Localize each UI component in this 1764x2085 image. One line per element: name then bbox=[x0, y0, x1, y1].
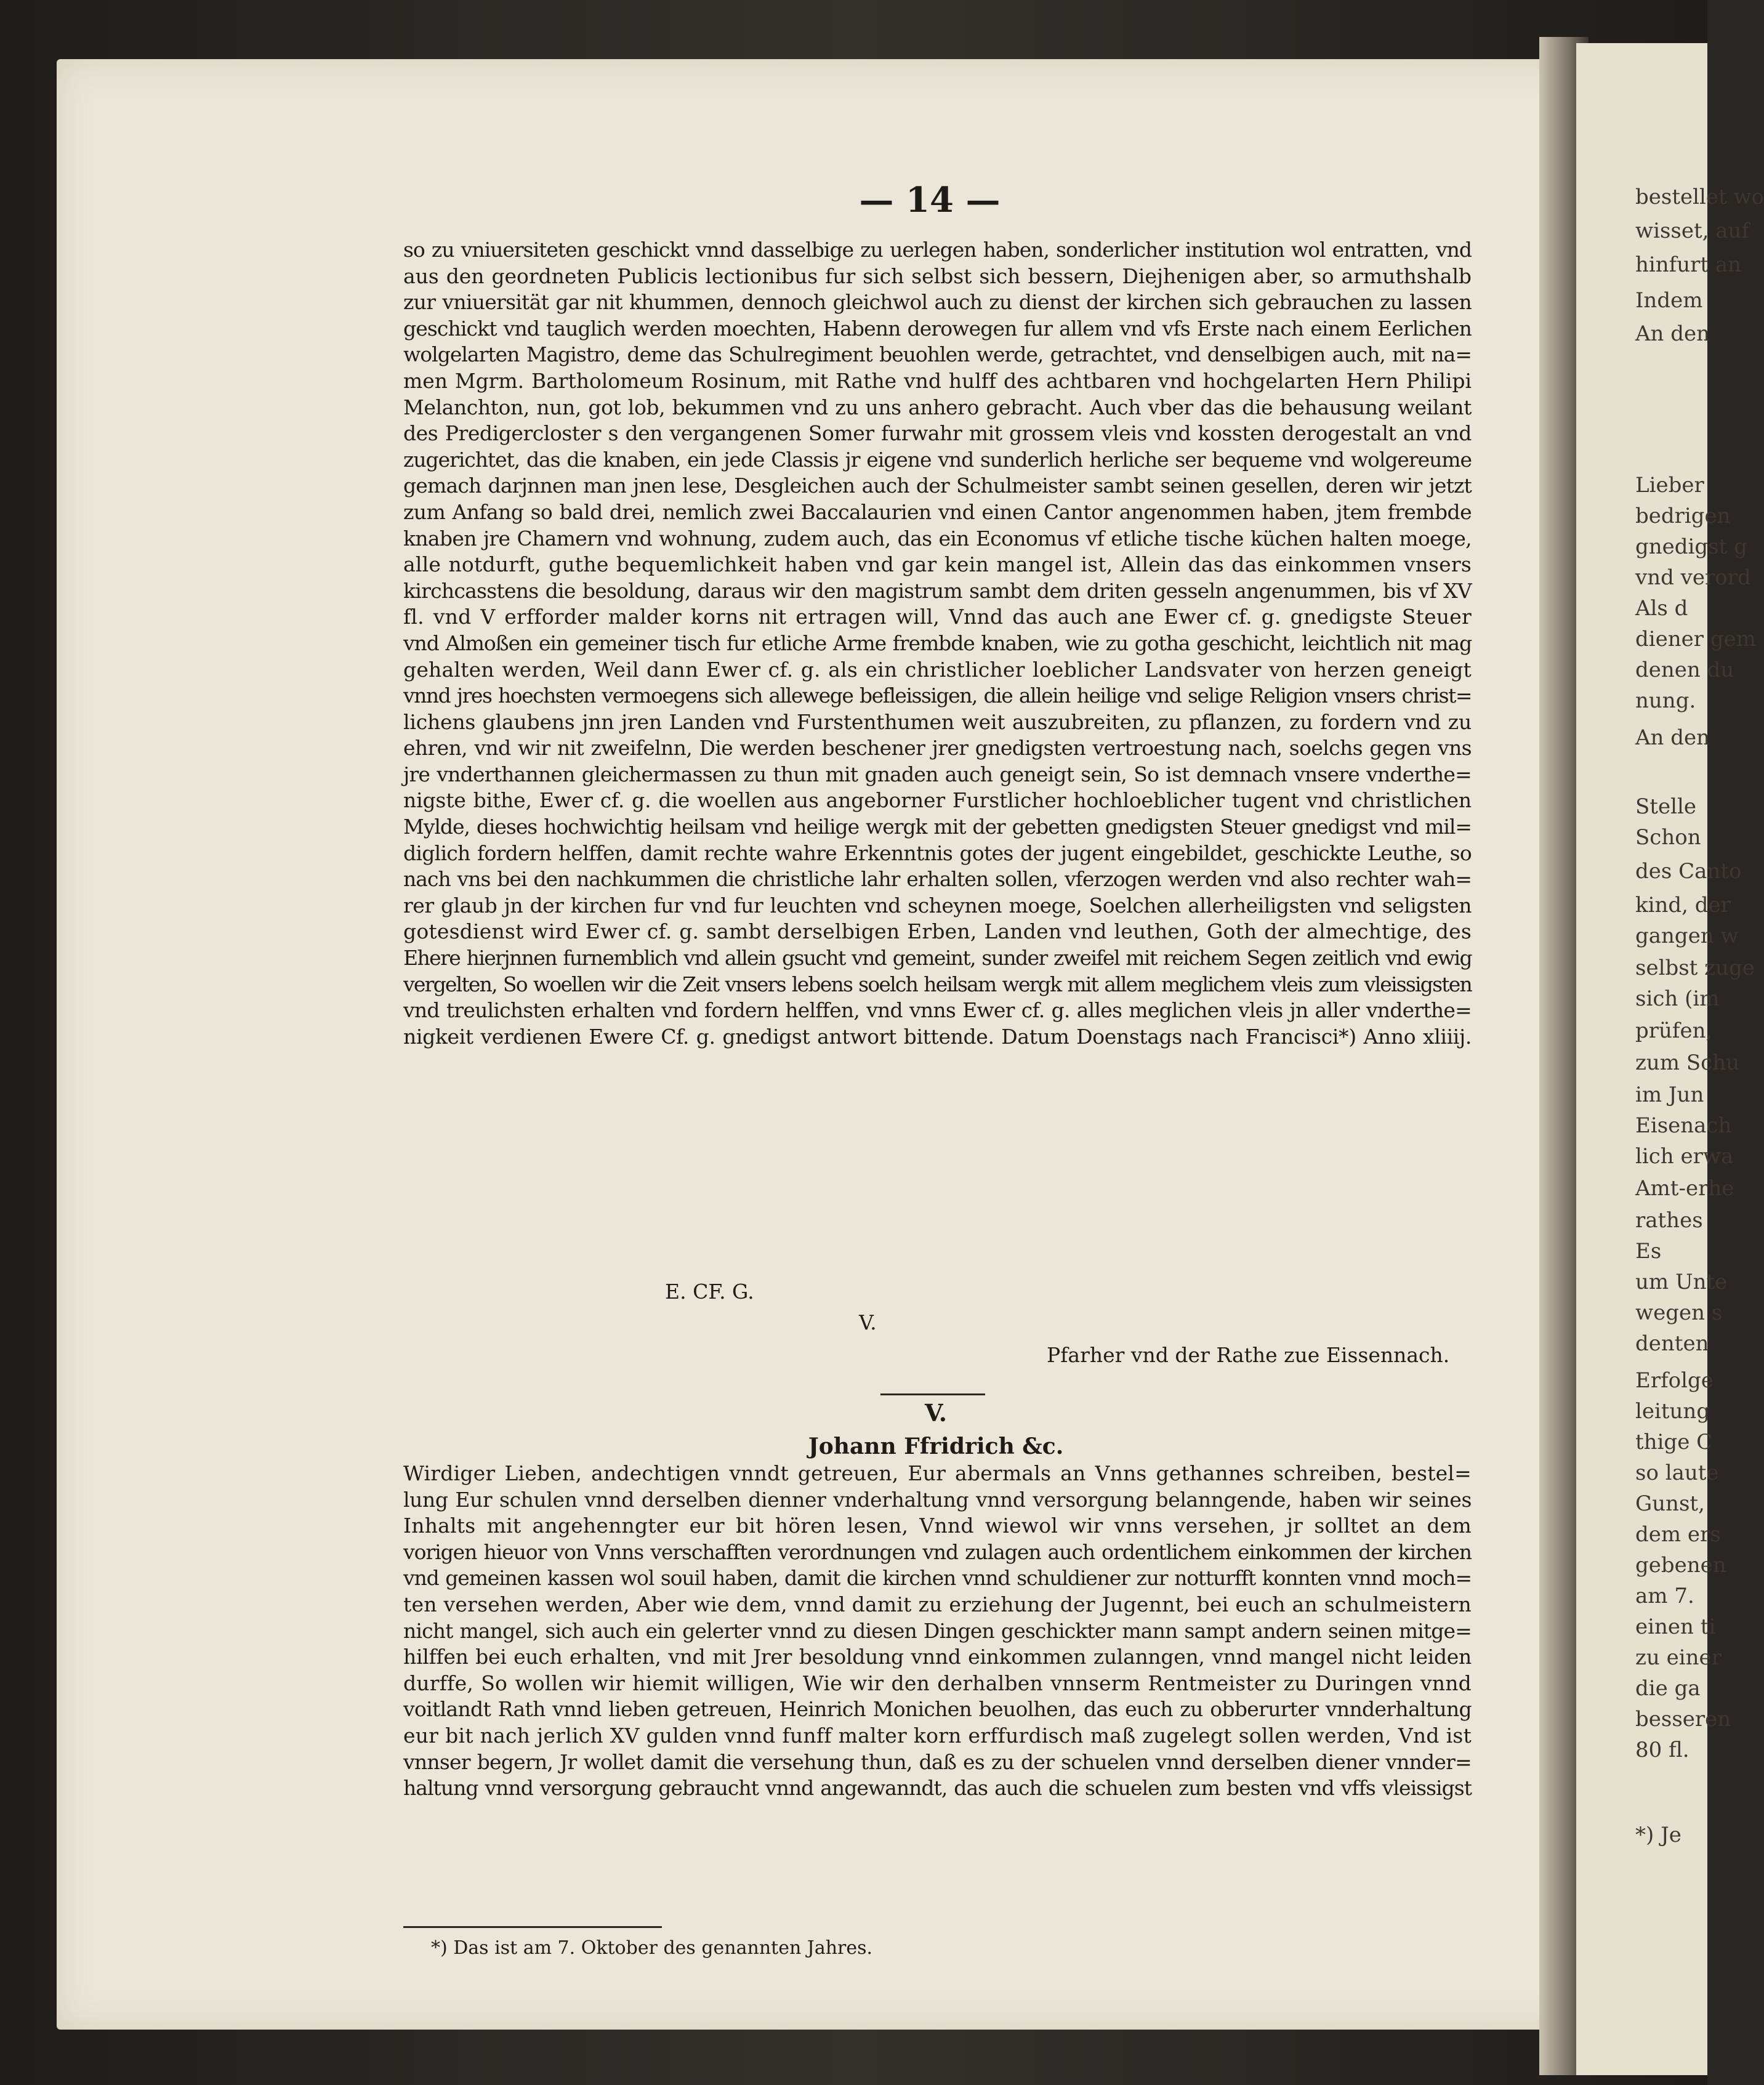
text-line: eur bit nach jerlich XV gulden vnnd funff malter korn erffurdisch maß zugelegt sollen werden, Vnd ist bbox=[403, 1723, 1472, 1748]
text-line: gotesdienst wird Ewer cf. g. sambt derselbigen Erben, Landen vnd leuthen, Goth der almechtige, des bbox=[403, 919, 1472, 944]
text-line: aus den geordneten Publicis lectionibus fur sich selbst sich bessern, Diejhenigen aber, so armuthshalb bbox=[403, 264, 1472, 288]
text-line: vnd treulichsten erhalten vnd fordern helffen, vnd vnns Ewer cf. g. alles meglichen vleis jn aller vnderthe= bbox=[403, 998, 1472, 1023]
text-line: kirchcasstens die besoldung, daraus wir den magistrum sambt dem driten gesseln angenummen, bis vf XV bbox=[403, 578, 1472, 603]
next-page-fragment: Als d bbox=[1635, 596, 1688, 621]
signature-abbrev: E. CF. G. bbox=[665, 1280, 754, 1304]
text-line: Melanchton, nun, got lob, bekummen vnd zu uns anhero gebracht. Auch vber das die behausung weilant bbox=[403, 395, 1472, 419]
text-line: nigste bithe, Ewer cf. g. die woellen aus angeborner Furstlicher hochloeblicher tugent vnd christlichen bbox=[403, 788, 1472, 813]
next-page-edge bbox=[1576, 43, 1764, 2075]
text-line: vergelten, So woellen wir die Zeit vnsers lebens soelch heilsam wergk mit allem meglichem vleis zum vleissigsten bbox=[403, 972, 1472, 996]
text-line: lichens glaubens jnn jren Landen vnd Furstenthumen weit auszubreiten, zu pflanzen, zu fordern vnd zu bbox=[403, 709, 1472, 734]
next-page-fragment: am 7. bbox=[1635, 1584, 1694, 1608]
letter-body-2 bbox=[403, 1461, 1472, 1802]
text-line: zur vniuersität gar nit khummen, dennoch gleichwol auch zu dienst der kirchen sich gebrauchen zu lassen bbox=[403, 290, 1472, 315]
text-line: Inhalts mit angehenngter eur bit hören lesen, Vnnd wiewol wir vnns versehen, jr solltet an dem bbox=[403, 1514, 1472, 1538]
next-page-fragment: zum Schu bbox=[1635, 1051, 1739, 1075]
text-line: voitlandt Rath vnnd lieben getreuen, Heinrich Monichen beuolhen, das euch zu obberurter vnnderhaltung bbox=[403, 1697, 1472, 1722]
section-number: V. bbox=[924, 1399, 948, 1427]
signature-senders: Pfarher vnd der Rathe zue Eissennach. bbox=[1047, 1343, 1450, 1367]
next-page-fragment: um Unte bbox=[1635, 1270, 1728, 1294]
text-line: vorigen hieuor von Vnns verschafften verordnungen vnd zulagen auch ordentlichem einkommen der kirchen bbox=[403, 1539, 1472, 1564]
next-page-fragment: Indem bbox=[1635, 288, 1703, 313]
next-page-fragment: prüfen, bbox=[1635, 1018, 1713, 1043]
text-line: nicht mangel, sich auch ein gelerter vnnd zu diesen Dingen geschickter mann sampt andern seinen mitge= bbox=[403, 1618, 1472, 1643]
next-page-fragment: *) Je bbox=[1635, 1823, 1681, 1847]
text-line: vnnser begern, Jr wollet damit die versehung thun, daß es zu der schuelen vnnd derselben diener vnnder= bbox=[403, 1749, 1472, 1774]
next-page-fragment: rathes bbox=[1635, 1208, 1703, 1233]
next-page-fragment: besseren bbox=[1635, 1707, 1731, 1732]
next-page-fragment: lich erwa bbox=[1635, 1144, 1734, 1169]
section-heading: Johann Ffridrich &c. bbox=[808, 1434, 1064, 1459]
footnote: *) Das ist am 7. Oktober des genannten Jahres. bbox=[431, 1937, 873, 1959]
text-line: geschickt vnd tauglich werden moechten, Habenn derowegen fur allem vnd vfs Erste nach einem Eerlichen bbox=[403, 316, 1472, 341]
text-line: alle notdurft, guthe bequemlichkeit haben vnd gar kein mangel ist, Allein das das einkommen vnsers bbox=[403, 552, 1472, 577]
text-line: haltung vnnd versorgung gebraucht vnnd angewanndt, das auch die schuelen zum besten vnd vffs vleissigst bbox=[403, 1776, 1472, 1801]
next-page-fragment: 80 fl. bbox=[1635, 1738, 1689, 1762]
letter-body-1 bbox=[403, 237, 1472, 1050]
next-page-fragment: so laute bbox=[1635, 1461, 1719, 1485]
text-line: vnd gemeinen kassen wol souil haben, damit die kirchen vnnd schuldiener zur notturfft konnten vnnd moch= bbox=[403, 1566, 1472, 1591]
next-page-fragment: die ga bbox=[1635, 1676, 1701, 1701]
next-page-fragment: Amt-erhe bbox=[1635, 1176, 1734, 1201]
text-line: jre vnderthannen gleichermassen zu thun mit gnaden auch geneigt sein, So ist demnach vnsere vnderthe= bbox=[403, 762, 1472, 786]
section-divider bbox=[880, 1393, 985, 1395]
signature-letter: V. bbox=[859, 1310, 877, 1334]
text-line: so zu vniuersiteten geschickt vnnd dasselbige zu uerlegen haben, sonderlicher institution wol entratten, vnd bbox=[403, 238, 1472, 262]
text-line: gehalten werden, Weil dann Ewer cf. g. als ein christlicher loeblicher Landsvater von herzen geneigt bbox=[403, 657, 1472, 682]
next-page-fragment: kind, der bbox=[1635, 893, 1731, 917]
next-page-fragment: Es bbox=[1635, 1239, 1662, 1264]
next-page-fragment: leitung bbox=[1635, 1399, 1710, 1424]
text-line: fl. vnd V erfforder malder korns nit ertragen will, Vnnd das auch ane Ewer cf. g. gnedigste Steuer bbox=[403, 605, 1472, 629]
text-line: des Predigercloster s den vergangenen Somer furwahr mit grossem vleis vnd kossten derogestalt an vnd bbox=[403, 421, 1472, 446]
footnote-rule bbox=[403, 1926, 662, 1928]
text-line: ehren, vnd wir nit zweifelnn, Die werden beschener jrer gnedigsten vertroestung nach, soelchs gegen vns bbox=[403, 736, 1472, 760]
text-line: vnnd jres hoechsten vermoegens sich allewege befleissigen, die allein heilige vnd selige Religion vnsers christ= bbox=[403, 684, 1472, 708]
text-line: vnd Almoßen ein gemeiner tisch fur etliche Arme frembde knaben, wie zu gotha geschicht, leichtlich nit mag bbox=[403, 631, 1472, 655]
next-page-fragment: vnd verord bbox=[1635, 565, 1751, 590]
next-page-fragment: des Canto bbox=[1635, 859, 1742, 884]
text-line: rer glaub jn der kirchen fur vnd fur leuchten vnd scheynen moege, Soelchen allerheiligsten vnd seligsten bbox=[403, 893, 1472, 917]
next-page-fragment: Erfolge bbox=[1635, 1368, 1714, 1393]
next-page-fragment: An den bbox=[1635, 725, 1710, 750]
text-line: lung Eur schulen vnnd derselben dienner vnderhaltung vnnd versorgung belanngende, haben wir seines bbox=[403, 1487, 1472, 1512]
next-page-fragment: gebenen bbox=[1635, 1553, 1726, 1578]
text-line: Wirdiger Lieben, andechtigen vnndt getreuen, Eur abermals an Vnns gethannes schreiben, bestel= bbox=[403, 1461, 1472, 1485]
text-line: knaben jre Chamern vnd wohnung, zudem auch, das ein Economus vf etliche tische küchen halten moege, bbox=[403, 526, 1472, 550]
next-page-fragment: Schon bbox=[1635, 825, 1701, 850]
text-line: men Mgrm. Bartholomeum Rosinum, mit Rathe vnd hulff des achtbaren vnd hochgelarten Hern Philipi bbox=[403, 368, 1472, 393]
page-number: — 14 — bbox=[859, 180, 1001, 220]
next-page-fragment: hinfurt an bbox=[1635, 252, 1742, 277]
text-line: Mylde, dieses hochwichtig heilsam vnd heilige wergk mit der gebetten gnedigsten Steuer gnedigst vnd mil= bbox=[403, 815, 1472, 839]
text-line: durffe, So wollen wir hiemit willigen, Wie wir den derhalben vnnserm Rentmeister zu Duringen vnnd bbox=[403, 1671, 1472, 1695]
text-line: hilffen bei euch erhalten, vnd mit Jrer besoldung vnnd einkommen zulanngen, vnnd mangel nicht leiden bbox=[403, 1645, 1472, 1669]
next-page-fragment: wegen s bbox=[1635, 1301, 1723, 1325]
next-page-fragment: diener gem bbox=[1635, 627, 1756, 651]
next-page-fragment: Eisenach bbox=[1635, 1113, 1732, 1138]
next-page-fragment: thige C bbox=[1635, 1430, 1713, 1454]
next-page-fragment: denen du bbox=[1635, 658, 1734, 682]
text-line: gemach darjnnen man jnen lese, Desgleichen auch der Schulmeister sambt seinen gesellen, deren wir jetzt bbox=[403, 474, 1472, 498]
next-page-fragment: bedrigen bbox=[1635, 504, 1731, 528]
next-page-fragment: zu einer bbox=[1635, 1645, 1722, 1670]
next-page-fragment: Stelle bbox=[1635, 794, 1696, 819]
text-line: wolgelarten Magistro, deme das Schulregiment beuohlen werde, getrachtet, vnd denselbigen auch, mit na= bbox=[403, 342, 1472, 367]
text-line: Ehere hierjnnen furnemblich vnd allein gsucht vnd gemeint, sunder zweifel mit reichem Segen zeitlich vnd ewig bbox=[403, 946, 1472, 970]
text-line: zugerichtet, das die knaben, ein jede Classis jr eigene vnd sunderlich herliche ser bequeme vnd wolgereume bbox=[403, 447, 1472, 472]
next-page-fragment: einen ti bbox=[1635, 1615, 1716, 1639]
next-page-fragment: Lieber bbox=[1635, 473, 1704, 498]
next-page-fragment: im Jun bbox=[1635, 1083, 1704, 1107]
next-page-fragment: sich (im bbox=[1635, 986, 1720, 1011]
next-page-fragment: An den bbox=[1635, 321, 1710, 346]
next-page-fragment: gnedigst g bbox=[1635, 534, 1747, 559]
next-page-fragment: gangen w bbox=[1635, 924, 1739, 948]
text-line: nach vns bei den nachkummen die christliche lahr erhalten sollen, vferzogen werden vnd also rechter wah= bbox=[403, 867, 1472, 892]
next-page-fragment: nung. bbox=[1635, 688, 1696, 713]
next-page-fragment: wisset, auf bbox=[1635, 219, 1750, 243]
next-page-fragment: bestellet wo bbox=[1635, 185, 1764, 209]
next-page-fragment: dem ers bbox=[1635, 1522, 1721, 1547]
text-line: zum Anfang so bald drei, nemlich zwei Baccalaurien vnd einen Cantor angenommen haben, jtem frembde bbox=[403, 499, 1472, 524]
text-line: ten versehen werden, Aber wie dem, vnnd damit zu erziehung der Jugennt, bei euch an schulmeistern bbox=[403, 1592, 1472, 1616]
next-page-fragment: selbst zuge bbox=[1635, 956, 1755, 980]
next-page-fragment: Gunst, bbox=[1635, 1491, 1705, 1516]
text-line: nigkeit verdienen Ewere Cf. g. gnedigst antwort bittende. Datum Doenstags nach Francisci*) Anno xliiij. bbox=[403, 1024, 1472, 1049]
text-line: diglich fordern helffen, damit rechte wahre Erkenntnis gotes der jugent eingebildet, geschickte Leuthe, so bbox=[403, 841, 1472, 865]
next-page-fragment: denten bbox=[1635, 1331, 1709, 1356]
